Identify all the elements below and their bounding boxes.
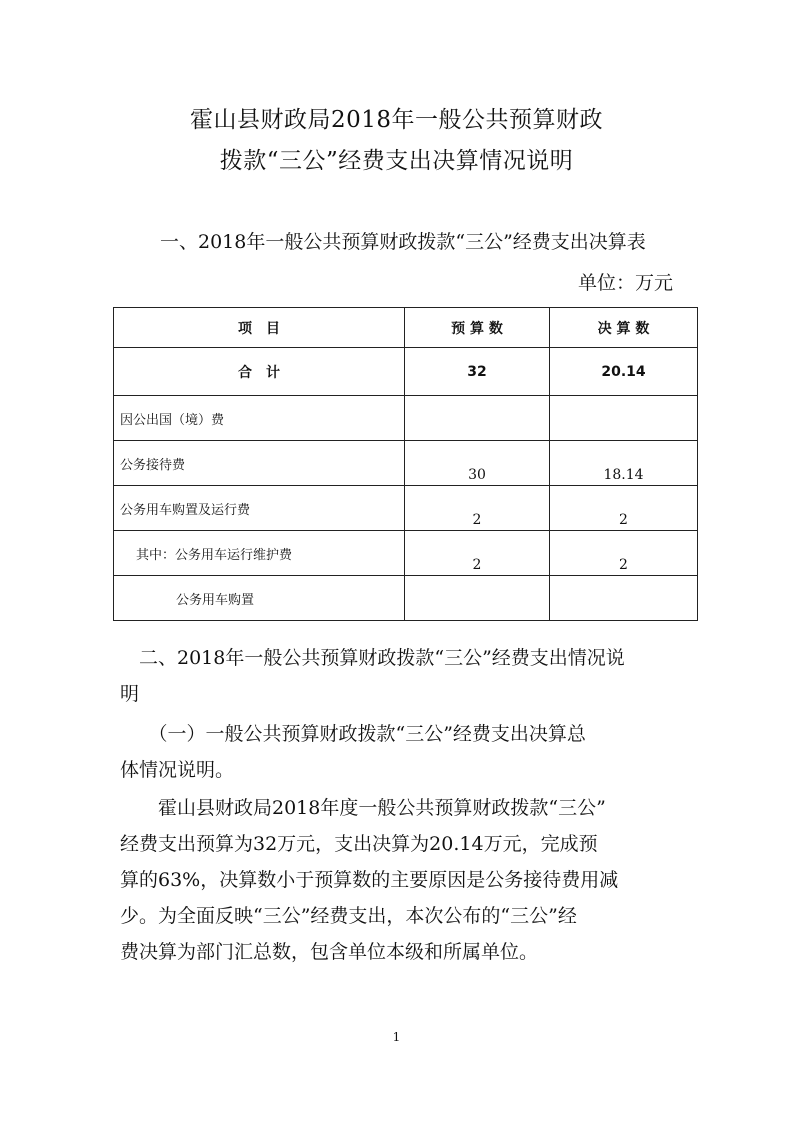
total-final: 20.14	[550, 348, 698, 396]
three-public-expense-table	[113, 307, 698, 621]
table-row	[114, 531, 698, 576]
body-line: 霍山县财政局2018年度一般公共预算财政拨款“三公”	[120, 797, 606, 819]
header-item: 项 目	[114, 308, 405, 348]
section-2-heading-line: 明	[120, 683, 140, 705]
table-total-row	[114, 348, 698, 396]
total-label: 合 计	[114, 348, 405, 396]
body-line: 少。为全面反映“三公”经费支出，本次公布的“三公”经	[120, 905, 577, 927]
table-header-row	[114, 308, 698, 348]
section-2-heading	[120, 640, 680, 712]
header-budget: 预 算 数	[405, 308, 550, 348]
total-budget: 32	[405, 348, 550, 396]
row-final: 2	[550, 531, 698, 576]
body-line: 算的63%，决算数小于预算数的主要原因是公务接待费用减	[120, 869, 619, 891]
section-2-heading-line: 二、2018年一般公共预算财政拨款“三公”经费支出情况说	[120, 647, 625, 669]
row-final: 18.14	[550, 441, 698, 486]
table-row	[114, 576, 698, 621]
document-title-line-2: 拨款“三公”经费支出决算情况说明	[219, 148, 574, 174]
row-final	[550, 576, 698, 621]
row-label: 因公出国（境）费	[114, 396, 405, 441]
page-number: 1	[392, 1030, 401, 1044]
row-budget: 2	[405, 531, 550, 576]
unit-label: 单位：万元	[577, 272, 673, 294]
row-budget: 2	[405, 486, 550, 531]
subsection-1-heading	[120, 716, 680, 788]
body-line: 费决算为部门汇总数，包含单位本级和所属单位。	[120, 941, 539, 963]
section-1-heading: 一、2018年一般公共预算财政拨款“三公”经费支出决算表	[160, 231, 646, 253]
subsection-1-line: （一）一般公共预算财政拨款“三公”经费支出决算总	[120, 723, 586, 745]
row-label: 公务用车购置	[114, 576, 405, 621]
table-row	[114, 396, 698, 441]
body-paragraph	[120, 790, 680, 970]
row-final	[550, 396, 698, 441]
row-budget	[405, 576, 550, 621]
row-label: 其中：公务用车运行维护费	[114, 531, 405, 576]
table-row	[114, 441, 698, 486]
row-final: 2	[550, 486, 698, 531]
header-final: 决 算 数	[550, 308, 698, 348]
table-row	[114, 486, 698, 531]
document-title-line-1: 霍山县财政局2018年一般公共预算财政	[189, 107, 604, 133]
row-budget	[405, 396, 550, 441]
row-budget: 30	[405, 441, 550, 486]
subsection-1-line: 体情况说明。	[120, 759, 235, 781]
row-label: 公务用车购置及运行费	[114, 486, 405, 531]
row-label: 公务接待费	[114, 441, 405, 486]
body-line: 经费支出预算为32万元，支出决算为20.14万元，完成预	[120, 833, 598, 855]
